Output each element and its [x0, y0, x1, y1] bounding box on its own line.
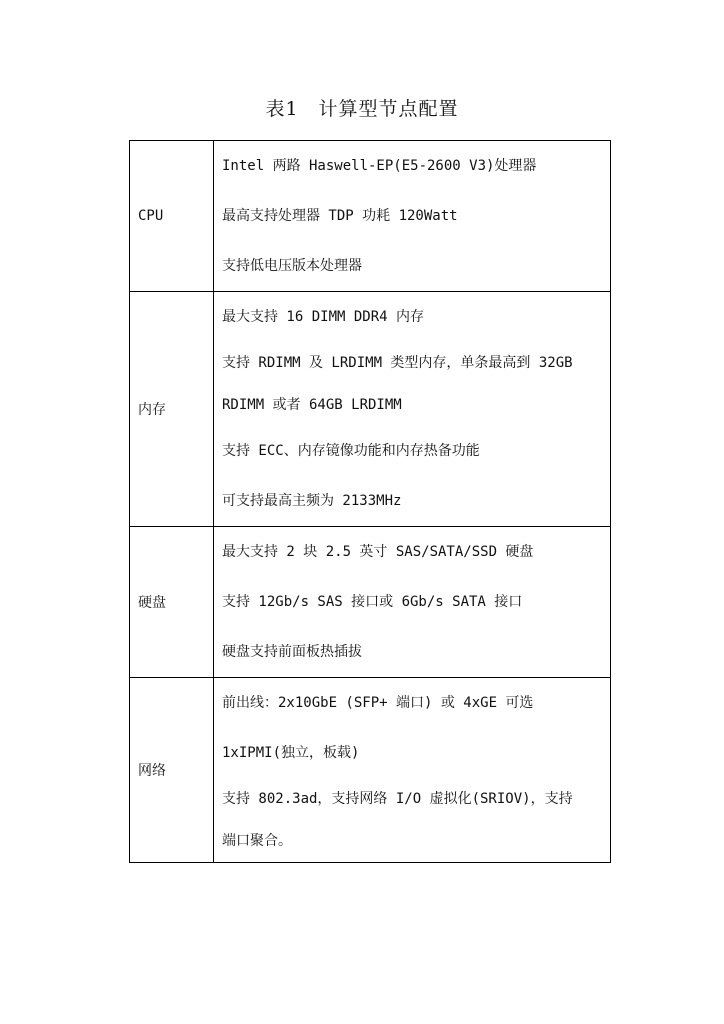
spec-line: RDIMM 或者 64GB LRDIMM	[222, 397, 402, 413]
spec-line: 1xIPMI(独立，板载)	[222, 745, 360, 761]
row-content	[214, 527, 611, 678]
table-row-disk	[130, 527, 611, 678]
row-label: 内存	[130, 292, 214, 527]
spec-line: 硬盘支持前面板热插拔	[222, 644, 362, 660]
spec-line: 支持 802.3ad，支持网络 I/O 虚拟化(SRIOV)，支持	[222, 791, 573, 807]
table-row-cpu	[130, 141, 611, 292]
table-row-memory	[130, 292, 611, 527]
row-content	[214, 292, 611, 527]
spec-line: 支持 ECC、内存镜像功能和内存热备功能	[222, 443, 480, 459]
spec-line: 支持低电压版本处理器	[222, 258, 362, 274]
row-label: 硬盘	[130, 527, 214, 678]
spec-line: 支持 RDIMM 及 LRDIMM 类型内存，单条最高到 32GB	[222, 355, 573, 371]
spec-line: Intel 两路 Haswell-EP(E5-2600 V3)处理器	[222, 158, 537, 174]
spec-line: 支持 12Gb/s SAS 接口或 6Gb/s SATA 接口	[222, 594, 523, 610]
spec-line: 前出线：2x10GbE (SFP+ 端口) 或 4xGE 可选	[222, 695, 534, 711]
node-config-table	[129, 140, 611, 863]
row-label: 网络	[130, 678, 214, 863]
spec-line: 最大支持 16 DIMM DDR4 内存	[222, 309, 425, 325]
table-caption: 表1 计算型节点配置	[265, 98, 459, 120]
row-label: CPU	[130, 141, 214, 292]
row-content	[214, 141, 611, 292]
row-content	[214, 678, 611, 863]
spec-line: 可支持最高主频为 2133MHz	[222, 493, 402, 509]
spec-line: 端口聚合。	[222, 833, 292, 849]
spec-line: 最高支持处理器 TDP 功耗 120Watt	[222, 208, 458, 224]
table-row-network	[130, 678, 611, 863]
spec-line: 最大支持 2 块 2.5 英寸 SAS/SATA/SSD 硬盘	[222, 544, 534, 560]
